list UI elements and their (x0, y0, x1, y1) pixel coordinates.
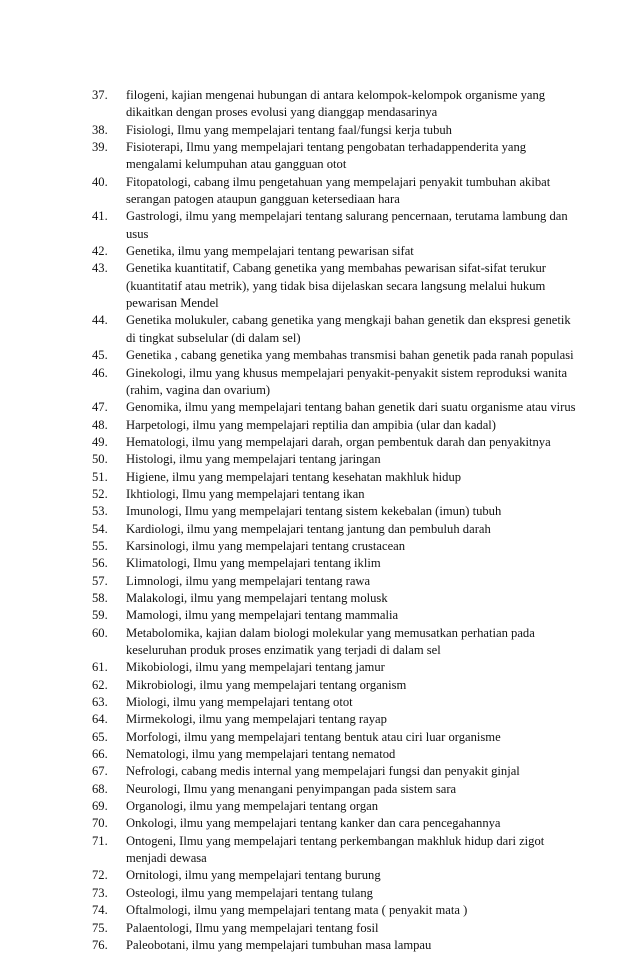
list-item (92, 503, 582, 520)
list-item (92, 694, 582, 711)
list-item-number: 70. (92, 816, 108, 831)
list-item-number: 37. (92, 88, 108, 102)
list-item-text: Organologi, ilmu yang mempelajari tentang organ (126, 799, 379, 814)
list-item-number: 64. (92, 712, 108, 727)
list-item-number: 53. (92, 504, 108, 519)
list-item-text: Histologi, ilmu yang mempelajari tentang jaringan (126, 452, 381, 467)
list-item-text: Genetika kuantitatif, Cabang genetika yang membahas pewarisan sifat-sifat terukur (kuantitatif atau metrik), yang tidak bisa dijelaskan secara langsung melalui hukum pewarisan Mendel (126, 261, 546, 311)
list-item (92, 399, 582, 416)
list-item-text: Malakologi, ilmu yang mempelajari tentang molusk (126, 590, 388, 605)
list-item (92, 122, 582, 139)
list-item-text: Metabolomika, kajian dalam biologi molekular yang memusatkan perhatian pada keseluruhan produk proses enzimatik yang terjadi di dalam sel (126, 625, 535, 657)
list-item (92, 347, 582, 364)
list-item-text: Osteologi, ilmu yang mempelajari tentang tulang (126, 885, 373, 900)
list-item (92, 521, 582, 538)
numbered-list (92, 87, 582, 954)
list-item-text: Limnologi, ilmu yang mempelajari tentang rawa (126, 573, 371, 588)
list-item (92, 174, 582, 209)
list-item (92, 746, 582, 763)
list-item-number: 58. (92, 590, 108, 605)
list-item-number: 69. (92, 799, 108, 814)
list-item (92, 729, 582, 746)
list-item-text: Harpetologi, ilmu yang mempelajari reptilia dan ampibia (ular dan kadal) (126, 417, 496, 432)
list-item (92, 573, 582, 590)
list-item-text: Mikobiologi, ilmu yang mempelajari tentang jamur (126, 660, 385, 675)
list-item-number: 47. (92, 400, 108, 415)
list-item-number: 51. (92, 469, 108, 484)
list-item-number: 59. (92, 608, 108, 623)
list-item-text: Higiene, ilmu yang mempelajari tentang kesehatan makhluk hidup (126, 469, 462, 484)
list-item-text: Karsinologi, ilmu yang mempelajari tentang crustacean (126, 538, 406, 553)
list-item-text: Nefrologi, cabang medis internal yang mempelajari fungsi dan penyakit ginjal (126, 764, 520, 779)
list-item-text: Neurologi, Ilmu yang menangani penyimpangan pada sistem sara (126, 781, 457, 796)
list-item-number: 45. (92, 348, 108, 363)
list-item (92, 920, 582, 937)
list-item (92, 434, 582, 451)
list-item-number: 39. (92, 140, 108, 155)
list-item (92, 867, 582, 884)
list-item-number: 56. (92, 556, 108, 571)
list-item (92, 139, 582, 174)
list-item-number: 73. (92, 885, 108, 900)
list-item-number: 38. (92, 122, 108, 137)
list-item-number: 62. (92, 677, 108, 692)
list-item (92, 260, 582, 312)
list-item-number: 57. (92, 573, 108, 588)
list-item-number: 66. (92, 747, 108, 762)
list-item-text: Imunologi, Ilmu yang mempelajari tentang sistem kekebalan (imun) tubuh (126, 504, 502, 519)
list-item-text: Mirmekologi, ilmu yang mempelajari tentang rayap (126, 712, 387, 727)
list-item-text: Genomika, ilmu yang mempelajari tentang bahan genetik dari suatu organisme atau virus (126, 400, 576, 415)
list-item (92, 208, 582, 243)
list-item (92, 833, 582, 868)
list-item-number: 74. (92, 903, 108, 918)
list-item-number: 67. (92, 764, 108, 779)
list-item-text: Klimatologi, Ilmu yang mempelajari tentang iklim (126, 556, 381, 571)
list-item-number: 75. (92, 920, 108, 935)
list-item (92, 417, 582, 434)
list-item-text: Fisiologi, Ilmu yang mempelajari tentang faal/fungsi kerja tubuh (126, 122, 452, 137)
list-item (92, 486, 582, 503)
list-item-number: 61. (92, 660, 108, 675)
list-item-number: 76. (92, 937, 108, 952)
list-item (92, 711, 582, 728)
list-item-text: Fisioterapi, Ilmu yang mempelajari tentang pengobatan terhadappenderita yang mengalami kelumpuhan atau gangguan otot (126, 140, 527, 172)
list-item-text: filogeni, kajian mengenai hubungan di antara kelompok-kelompok organisme yang dikaitkan dengan proses evolusi yang dianggap mendasarinya (126, 88, 546, 120)
list-item-text: Miologi, ilmu yang mempelajari tentang otot (126, 695, 353, 710)
list-item-number: 48. (92, 417, 108, 432)
list-item-text: Palaentologi, Ilmu yang mempelajari tentang fosil (126, 920, 379, 935)
list-item-text: Ornitologi, ilmu yang mempelajari tentang burung (126, 868, 381, 883)
list-item (92, 87, 582, 122)
list-item (92, 937, 582, 954)
list-item-text: Ikhtiologi, Ilmu yang mempelajari tentang ikan (126, 486, 365, 501)
list-item-number: 54. (92, 521, 108, 536)
list-item-number: 55. (92, 538, 108, 553)
list-item (92, 781, 582, 798)
list-item (92, 312, 582, 347)
list-item-number: 49. (92, 434, 108, 449)
list-item-number: 68. (92, 781, 108, 796)
list-item-number: 72. (92, 868, 108, 883)
list-item-text: Onkologi, ilmu yang mempelajari tentang kanker dan cara pencegahannya (126, 816, 501, 831)
list-item-number: 41. (92, 209, 108, 224)
list-item (92, 625, 582, 660)
list-item-text: Ontogeni, Ilmu yang mempelajari tentang perkembangan makhluk hidup dari zigot menjadi dewasa (126, 833, 545, 866)
list-item (92, 659, 582, 676)
list-item-text: Kardiologi, ilmu yang mempelajari tentang jantung dan pembuluh darah (126, 521, 491, 536)
list-item (92, 451, 582, 468)
list-item-text: Nematologi, ilmu yang mempelajari tentang nematod (126, 747, 396, 762)
list-item-number: 52. (92, 486, 108, 501)
list-item (92, 902, 582, 919)
list-item-number: 65. (92, 729, 108, 744)
list-item-number: 46. (92, 365, 108, 380)
list-item (92, 798, 582, 815)
list-item (92, 590, 582, 607)
list-item-number: 40. (92, 174, 108, 189)
list-item (92, 365, 582, 400)
list-item-number: 43. (92, 261, 108, 276)
list-item-number: 71. (92, 833, 108, 848)
list-item-text: Gastrologi, ilmu yang mempelajari tentang salurang pencernaan, terutama lambung dan usus (126, 209, 568, 241)
list-item-number: 42. (92, 244, 108, 259)
list-item-number: 50. (92, 452, 108, 467)
list-item (92, 815, 582, 832)
list-item (92, 243, 582, 260)
list-item-text: Oftalmologi, ilmu yang mempelajari tentang mata ( penyakit mata ) (126, 903, 468, 918)
list-item (92, 538, 582, 555)
list-item-text: Mamologi, ilmu yang mempelajari tentang mammalia (126, 608, 399, 623)
list-item-text: Mikrobiologi, ilmu yang mempelajari tentang organism (126, 677, 407, 692)
list-item-text: Morfologi, ilmu yang mempelajari tentang bentuk atau ciri luar organisme (126, 729, 501, 744)
list-item-text: Paleobotani, ilmu yang mempelajari tumbuhan masa lampau (126, 937, 432, 952)
list-item-text: Genetika , cabang genetika yang membahas transmisi bahan genetik pada ranah populasi (126, 348, 574, 363)
list-item-text: Ginekologi, ilmu yang khusus mempelajari penyakit-penyakit sistem reproduksi wanita (rahim, vagina dan ovarium) (126, 365, 568, 397)
list-item-text: Fitopatologi, cabang ilmu pengetahuan yang mempelajari penyakit tumbuhan akibat serangan patogen ataupun gangguan ketersediaan hara (126, 174, 551, 207)
list-item (92, 885, 582, 902)
list-item (92, 677, 582, 694)
list-item-text: Hematologi, ilmu yang mempelajari darah, organ pembentuk darah dan penyakitnya (126, 434, 551, 449)
list-item-text: Genetika, ilmu yang mempelajari tentang pewarisan sifat (126, 244, 414, 259)
list-item-number: 60. (92, 625, 108, 640)
list-item (92, 763, 582, 780)
list-item-number: 44. (92, 313, 108, 328)
list-item (92, 607, 582, 624)
list-item-number: 63. (92, 695, 108, 710)
list-item (92, 469, 582, 486)
list-item (92, 555, 582, 572)
list-item-text: Genetika molukuler, cabang genetika yang mengkaji bahan genetik dan ekspresi genetik di tingkat subselular (di dalam sel) (126, 313, 571, 345)
